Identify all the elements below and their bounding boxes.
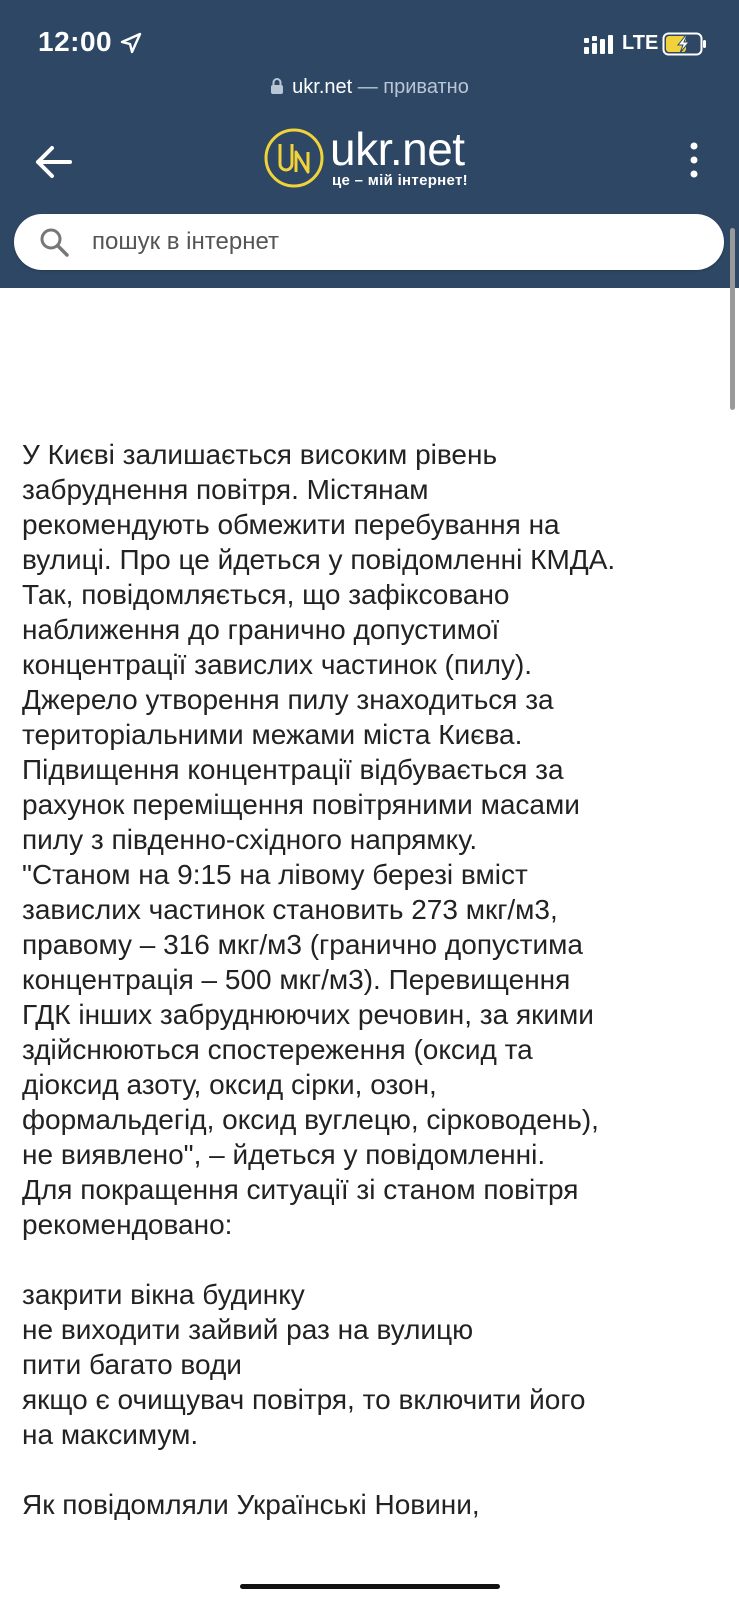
article-line: не виявлено", – йдеться у повідомленні. bbox=[22, 1139, 546, 1170]
search-input[interactable] bbox=[14, 214, 724, 270]
status-time: 12:00 bbox=[38, 26, 113, 57]
recommendation-item: пити багато води bbox=[22, 1349, 242, 1380]
network-type: LTE bbox=[622, 32, 659, 54]
back-arrow-icon[interactable] bbox=[30, 138, 78, 186]
paragraph-gap bbox=[22, 1242, 736, 1277]
recommendation-item: на максимум. bbox=[22, 1419, 199, 1450]
search-placeholder: пошук в інтернет bbox=[92, 228, 279, 255]
article-body bbox=[22, 437, 736, 1522]
ukr-net-logo[interactable] bbox=[262, 124, 482, 192]
kebab-menu-icon[interactable] bbox=[686, 140, 702, 180]
article-line: здійснюються спостереження (оксид та bbox=[22, 1034, 533, 1065]
article-line: формальдегід, оксид вуглецю, сірководень), bbox=[22, 1104, 599, 1135]
url-private-label: — приватно bbox=[357, 76, 469, 98]
lock-icon bbox=[270, 77, 284, 95]
paragraph-gap bbox=[22, 1452, 736, 1487]
article-line: забруднення повітря. Містянам bbox=[22, 474, 429, 505]
article-line: У Києві залишається високим рівень bbox=[22, 439, 498, 470]
logo-tagline: це – мій інтернет! bbox=[332, 172, 468, 189]
recommendation-item: якщо є очищувач повітря, то включити його bbox=[22, 1384, 586, 1415]
location-arrow-icon bbox=[120, 32, 142, 54]
article-line: вулиці. Про це йдеться у повідомленні КМДА. bbox=[22, 544, 616, 575]
article-line: Підвищення концентрації відбувається за bbox=[22, 754, 564, 785]
article-line: наближення до гранично допустимої bbox=[22, 614, 500, 645]
article-line: концентрації завислих частинок (пилу). bbox=[22, 649, 533, 680]
url-bar[interactable] bbox=[0, 76, 739, 99]
article-line: Так, повідомляється, що зафіксовано bbox=[22, 579, 510, 610]
page-scrollbar[interactable] bbox=[730, 228, 735, 410]
recommendation-item: закрити вікна будинку bbox=[22, 1279, 305, 1310]
un-logo-icon bbox=[262, 126, 326, 190]
home-indicator[interactable] bbox=[240, 1584, 500, 1589]
signal-bars-icon bbox=[584, 34, 614, 54]
article-line: рекомендовано: bbox=[22, 1209, 233, 1240]
article-line: "Станом на 9:15 на лівому березі вміст bbox=[22, 859, 528, 890]
logo-wordmark: ukr.net bbox=[330, 123, 465, 175]
article-line: Для покращення ситуації зі станом повітря bbox=[22, 1174, 579, 1205]
article-line: правому – 316 мкг/м3 (гранично допустима bbox=[22, 929, 583, 960]
recommendation-item: не виходити зайвий раз на вулицю bbox=[22, 1314, 474, 1345]
article-line: територіальними межами міста Києва. bbox=[22, 719, 523, 750]
article-line: діоксид азоту, оксид сірки, озон, bbox=[22, 1069, 437, 1100]
search-icon bbox=[38, 226, 70, 258]
url-host: ukr.net bbox=[292, 76, 353, 98]
article-line: ГДК інших забруднюючих речовин, за якими bbox=[22, 999, 594, 1030]
article-line: рекомендують обмежити перебування на bbox=[22, 509, 560, 540]
article-line: концентрація – 500 мкг/м3). Перевищення bbox=[22, 964, 571, 995]
article-line: Джерело утворення пилу знаходиться за bbox=[22, 684, 554, 715]
article-footer-line: Як повідомляли Українські Новини, bbox=[22, 1489, 480, 1520]
browser-header bbox=[0, 0, 739, 288]
battery-charging-icon bbox=[662, 32, 708, 56]
article-line: пилу з південно-східного напрямку. bbox=[22, 824, 478, 855]
article-line: рахунок переміщення повітряними масами bbox=[22, 789, 580, 820]
article-line: завислих частинок становить 273 мкг/м3, bbox=[22, 894, 558, 925]
